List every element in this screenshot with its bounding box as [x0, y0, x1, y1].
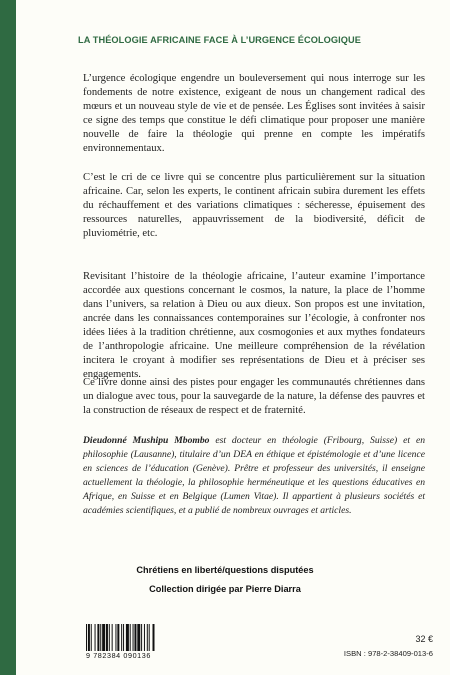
barcode-bars [84, 624, 178, 654]
price: 32 € [415, 634, 433, 644]
author-name: Dieudonné Mushipu Mbombo [83, 435, 210, 446]
summary-paragraph-4: Ce livre donne ainsi des pistes pour engager les communautés chrétiennes dans un dialogue avec tous, pour la sauvegarde de la nature, la défense des pauvres et la construction de réseaux de respect et de fraternité. [83, 377, 425, 416]
summary-paragraph-3: Revisitant l’histoire de la théologie africaine, l’auteur examine l’importance accordée aux questions concernant le cosmos, la nature, la place de l’homme dans l’univers, sa relation à Dieu ou aux dieux. Son propos est une invitation, ancrée dans les connaissances contemporaines sur l’écologie, à confronter nos idées liées à la tradition chrétienne, aux cosmogonies et aux mythes fondateurs de l’anthropologie africaine. Une meilleure compréhension de la révélation incitera le croyant à modifier ses représentations de Dieu et à préciser ses engagements. [83, 271, 425, 380]
author-bio-text: est docteur en théologie (Fribourg, Suisse) et en philosophie (Lausanne), titulaire d’un DEA en éthique et épistémologie et d’une licence en sciences de l’éducation (Genève). Prêtre et professeur des universités, il enseigne actuellement la théologie, la philosophie herméneutique et les questions éducatives en Afrique, en Suisse et en Belgique (Lumen Vitae). Il appartient à plusieurs sociétés et académies scientifiques, et a publié de nombreux ouvrages et articles. [83, 435, 426, 516]
summary-paragraph-1: L’urgence écologique engendre un bouleversement qui nous interroge sur les fondements de notre existence, exigeant de nous un changement radical des mœurs et un nouveau style de vie et de pensée. Les Églises sont invitées à saisir ce signe des temps que constitue le défi climatique pour proposer une manière nouvelle de faire la théologie qui prenne en compte les impératifs environnementaux. [83, 73, 425, 154]
series-name: Chrétiens en liberté/questions disputées [136, 565, 314, 575]
isbn: ISBN : 978-2-38409-013-6 [343, 649, 433, 658]
barcode-digits: 9 782384 090136 [82, 651, 186, 660]
summary-paragraph-2: C’est le cri de ce livre qui se concentre plus particulièrement sur la situation africaine. Car, selon les experts, le continent africain subira durement les effets du réchauffement et des variations climatiques : sécheresse, épuisement des ressources naturelles, appauvrissement de la biodiversité, déficit de pluviométrie, etc. [83, 172, 425, 239]
series-director: Collection dirigée par Pierre Diarra [149, 584, 301, 594]
back-cover-title: LA THÉOLOGIE AFRICAINE FACE À L’URGENCE ÉCOLOGIQUE [78, 35, 362, 45]
author-bio [83, 434, 425, 518]
